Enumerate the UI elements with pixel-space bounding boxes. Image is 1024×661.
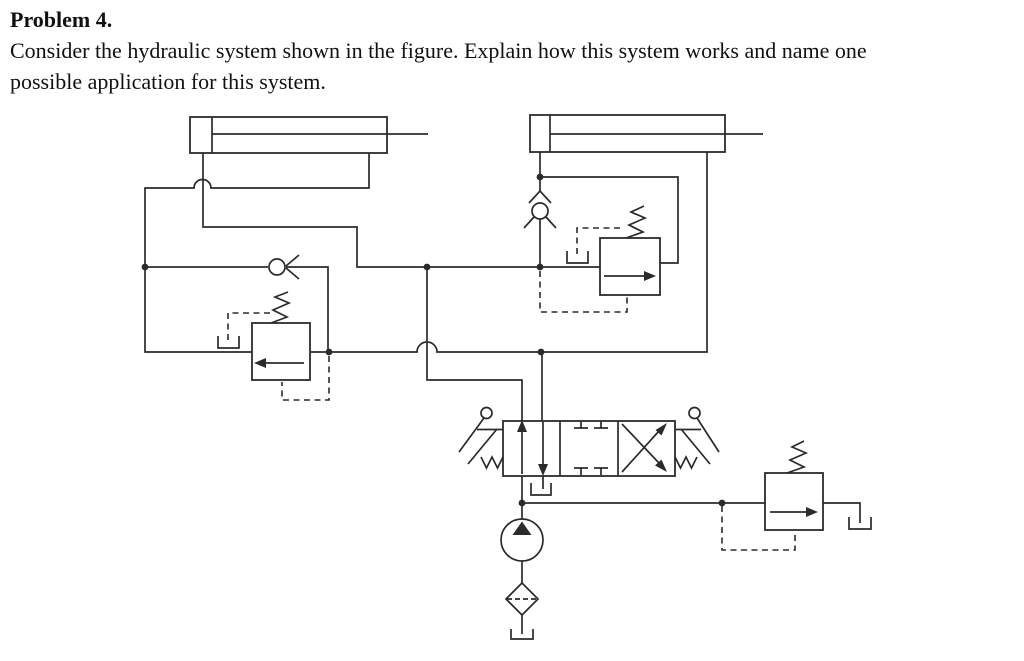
cb-left-spring-icon [271, 292, 289, 323]
directional-control-valve [459, 408, 719, 496]
dcv-spring-right-icon [675, 457, 697, 468]
cb-right-spring-icon [626, 206, 645, 238]
problem-body-line-1: Consider the hydraulic system shown in the figure. Explain how this system works and name one [10, 38, 867, 63]
problem-title: Problem 4. [10, 7, 113, 32]
suction-filter [506, 583, 538, 615]
relief-spring-icon [787, 441, 806, 473]
dcv-lever-left-icon [459, 408, 503, 465]
hydraulic-cylinder-right [530, 115, 763, 152]
pilot-drain-lines [228, 228, 795, 550]
main-relief-valve [765, 441, 823, 530]
dcv-lever-right-icon [675, 408, 719, 465]
cylinder-left-barrel [190, 117, 387, 153]
piping-solid [145, 152, 860, 634]
counterbalance-valve-left [218, 292, 310, 380]
pump [501, 519, 543, 561]
dcv-tank-icon [531, 483, 551, 495]
counterbalance-valve-right [567, 206, 660, 295]
hydraulic-cylinder-left [190, 117, 428, 153]
dcv-spring-left-icon [481, 457, 503, 468]
problem-body-line-2: possible application for this system. [10, 69, 326, 94]
problem-text-block [10, 4, 1020, 97]
